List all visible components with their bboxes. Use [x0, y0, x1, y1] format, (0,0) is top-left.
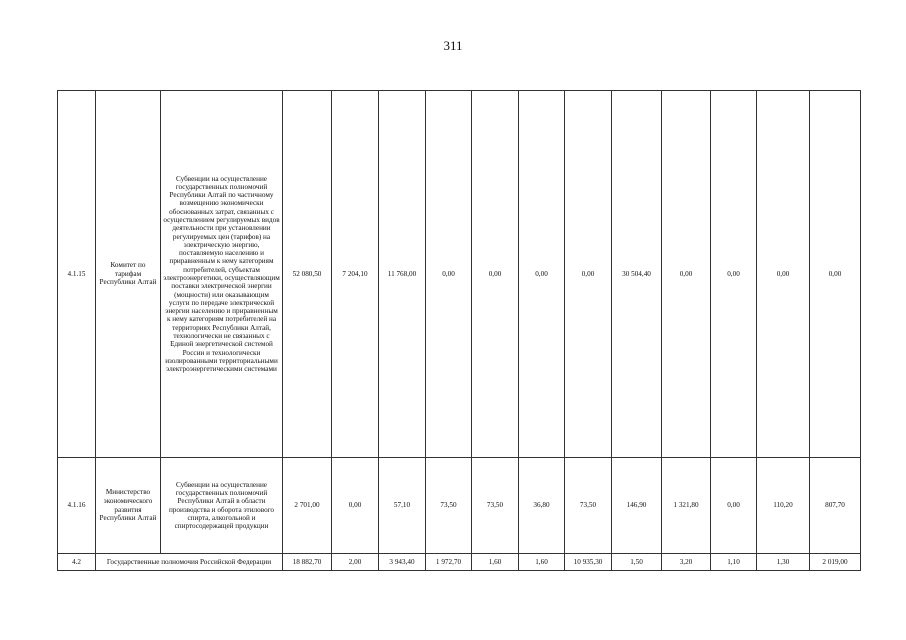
value-cell: 18 882,70	[283, 554, 332, 571]
value-cell: 146,90	[612, 458, 662, 554]
value-cell: 0,00	[810, 91, 861, 458]
value-cell: 11 768,00	[379, 91, 426, 458]
table-row	[58, 458, 861, 554]
value-cell: 73,50	[426, 458, 472, 554]
table-row	[58, 91, 861, 458]
value-cell: 36,80	[519, 458, 565, 554]
value-cell: 1,10	[711, 554, 757, 571]
row-description	[161, 91, 283, 458]
value-cell: 0,00	[757, 91, 810, 458]
row-description	[161, 458, 283, 554]
value-cell: 0,00	[519, 91, 565, 458]
row-code: 4.1.16	[58, 458, 96, 554]
budget-table	[57, 90, 861, 571]
value-cell: 2 701,00	[283, 458, 332, 554]
value-cell: 1 321,80	[662, 458, 711, 554]
value-cell: 3,20	[662, 554, 711, 571]
value-cell: 0,00	[565, 91, 612, 458]
organization-name: Министерство экономического развития Республики Алтай	[96, 458, 161, 554]
value-cell: 1,60	[472, 554, 519, 571]
section-label: Государственные полномочия Российской Федерации	[96, 554, 283, 571]
value-cell: 3 943,40	[379, 554, 426, 571]
page-number: 311	[443, 38, 463, 53]
value-cell: 2 019,00	[810, 554, 861, 571]
row-code: 4.2	[58, 554, 96, 571]
value-cell: 0,00	[711, 458, 757, 554]
value-cell: 2,00	[332, 554, 379, 571]
row-code: 4.1.15	[58, 91, 96, 458]
value-cell: 0,00	[662, 91, 711, 458]
row-description-text: Субвенции на осуществление государственных полномочий Республики Алтай по частичному возмещению экономически обоснованных затрат, связанных с осуществлением регулируемых видов деятельности при установлении регулируемых цен (тарифов) на электрическую энергию, поставляемую населению и приравненным к нему категориям потребителей, субъектам электроэнергетики, осуществляющим поставки электрической энергии (мощности) или оказывающим услуги по передаче электрической энергии населению и приравненным к нему категориям потребителей на территориях Республики Алтай, технологически не связанных с Единой энергетической системой России и технологически изолированными территориальными электроэнергетическими системами	[163, 174, 280, 374]
value-cell: 0,00	[426, 91, 472, 458]
table-row	[58, 554, 861, 571]
value-cell: 0,00	[711, 91, 757, 458]
value-cell: 30 504,40	[612, 91, 662, 458]
value-cell: 1,60	[519, 554, 565, 571]
value-cell: 10 935,30	[565, 554, 612, 571]
organization-name: Комитет по тарифам Республики Алтай	[96, 91, 161, 458]
value-cell: 807,70	[810, 458, 861, 554]
value-cell: 1 972,70	[426, 554, 472, 571]
value-cell: 1,50	[612, 554, 662, 571]
value-cell: 110,20	[757, 458, 810, 554]
value-cell: 0,00	[472, 91, 519, 458]
value-cell: 52 080,50	[283, 91, 332, 458]
value-cell: 73,50	[472, 458, 519, 554]
value-cell: 57,10	[379, 458, 426, 554]
value-cell: 0,00	[332, 458, 379, 554]
value-cell: 7 204,10	[332, 91, 379, 458]
row-description-text: Субвенции на осуществление государственных полномочий Республики Алтай в области производства и оборота этилового спирта, алкогольной и спиртосодержащей продукции	[168, 480, 275, 531]
value-cell: 1,30	[757, 554, 810, 571]
value-cell: 73,50	[565, 458, 612, 554]
